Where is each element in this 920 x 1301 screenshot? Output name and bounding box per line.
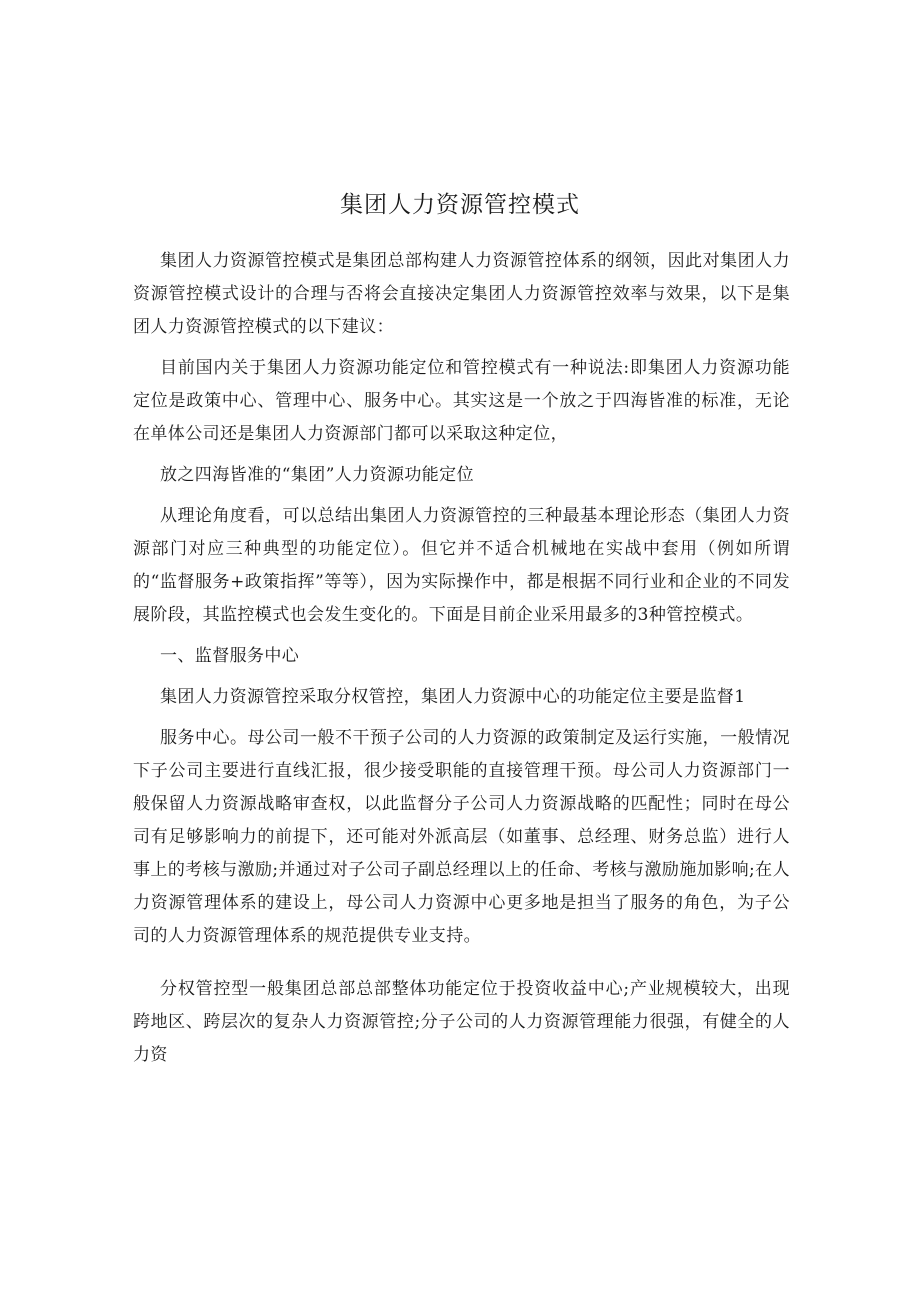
document-title: 集团人力资源管控模式 — [340, 192, 580, 218]
paragraph-decentralized-control: 集团人力资源管控采取分权管控，集团人力资源中心的功能定位主要是监督1 — [160, 687, 746, 707]
paragraph-theory: 从理论角度看，可以总结出集团人力资源管控的三种最基本理论形态（集团人力资源部门对应三种典型的功能定位）。但它并不适合机械地在实战中套用（例如所谓的“监督服务+政策指挥”等等），因为实际操作中，都是根据不同行业和企业的不同发展阶段，其监控模式也会发生变化的。下面是目前企业采用最多的3种管控模式。 — [133, 506, 790, 625]
paragraph-current-view: 目前国内关于集团人力资源功能定位和管控模式有一种说法:即集团人力资源功能定位是政策中心、管理中心、服务中心。其实这是一个放之于四海皆准的标准，无论在单体公司还是集团人力资源部门都可以采取这种定位， — [133, 358, 790, 444]
paragraph-intro: 集团人力资源管控模式是集团总部构建人力资源管控体系的纲领，因此对集团人力资源管控模式设计的合理与否将会直接决定集团人力资源管控效率与效果，以下是集团人力资源管控模式的以下建议： — [133, 251, 790, 337]
paragraph-service-center: 服务中心。母公司一般不干预子公司的人力资源的政策制定及运行实施，一般情况下子公司主要进行直线汇报，很少接受职能的直接管理干预。母公司人力资源部门一般保留人力资源战略审查权，以此监督分子公司人力资源战略的匹配性；同时在母公司有足够影响力的前提下，还可能对外派高层（如董事、总经理、财务总监）进行人事上的考核与激励;并通过对子公司子副总经理以上的任命、考核与激励施加影响;在人力资源管理体系的建设上，母公司人力资源中心更多地是担当了服务的角色，为子公司的人力资源管理体系的规范提供专业支持。 — [133, 728, 790, 946]
document-body — [133, 245, 790, 1072]
paragraph-universal-positioning: 放之四海皆准的“集团”人力资源功能定位 — [160, 465, 474, 485]
paragraph-decentralized-type: 分权管控型一般集团总部总部整体功能定位于投资收益中心;产业规模较大，出现跨地区、跨层次的复杂人力资源管控;分子公司的人力资源管理能力很强，有健全的人力资 — [133, 979, 790, 1065]
section-heading-supervision-service: 一、监督服务中心 — [160, 646, 300, 666]
